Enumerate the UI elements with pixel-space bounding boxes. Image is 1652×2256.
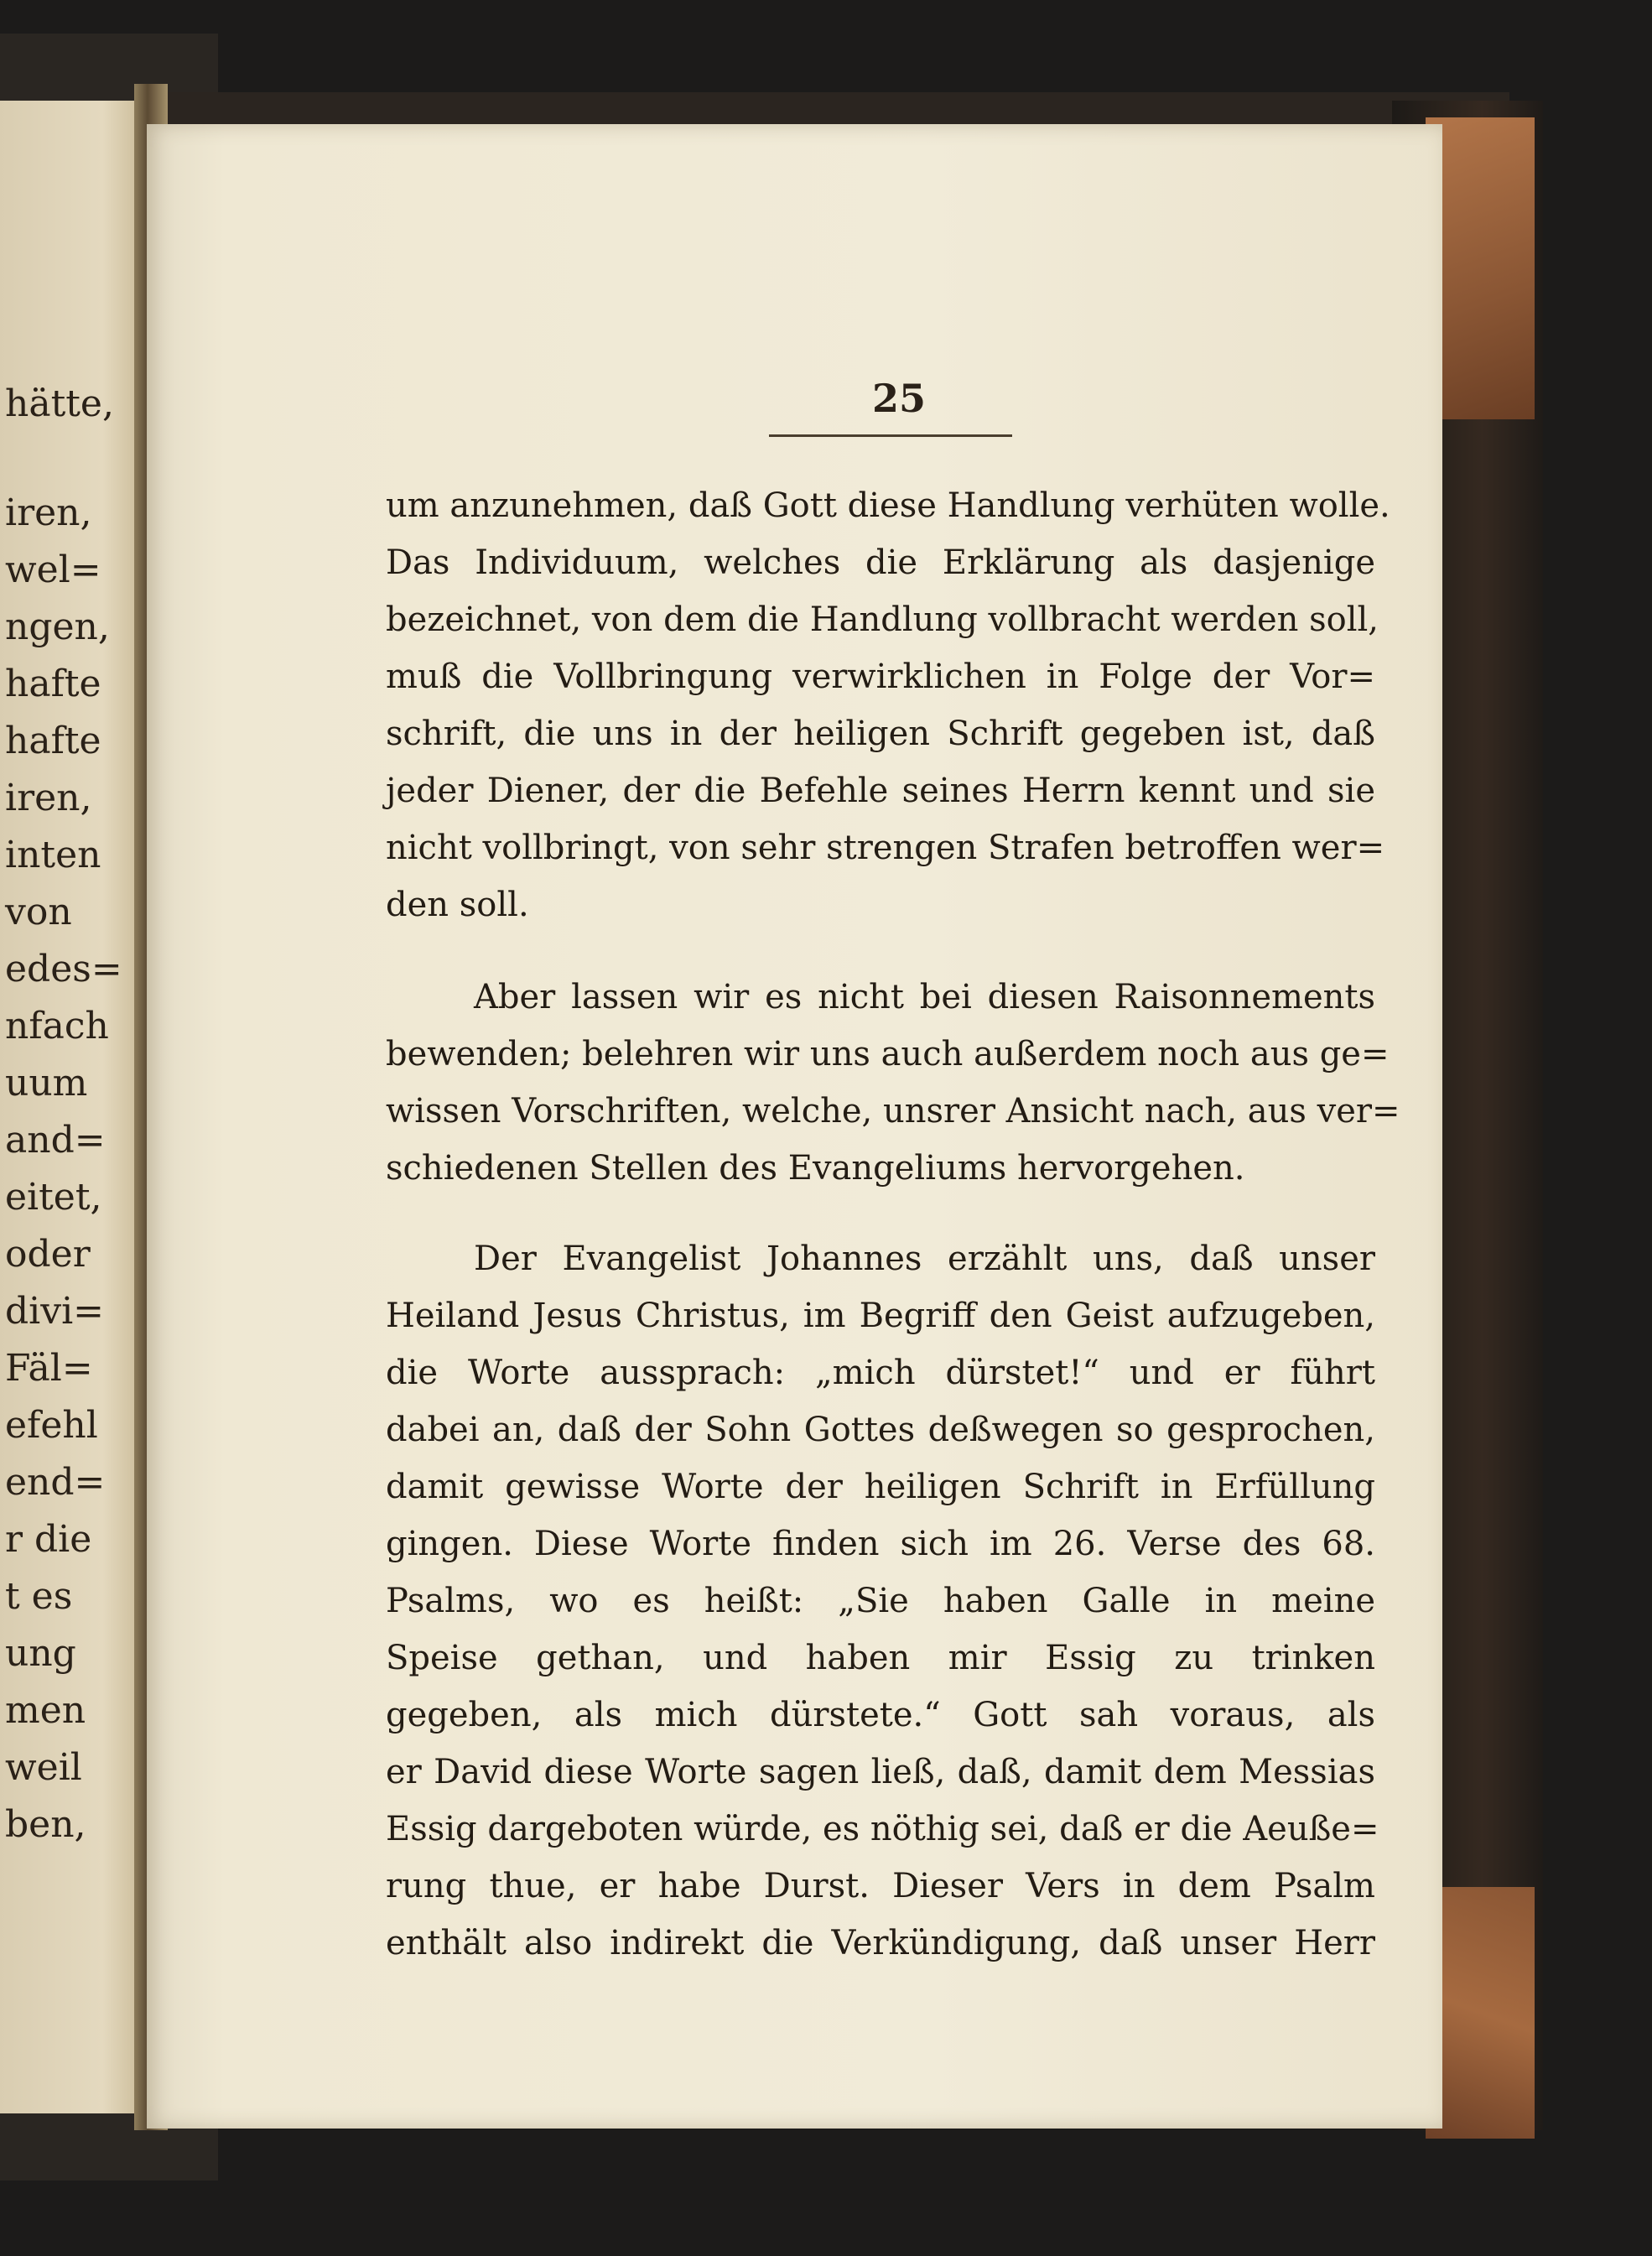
- left-page-fragment: eitet,: [5, 1176, 102, 1219]
- left-page-fragment: ngen,: [5, 606, 110, 648]
- left-page-fragment: inten: [5, 834, 101, 876]
- text-line: Aber lassen wir es nicht bei diesen Raisonnements: [474, 978, 1375, 1016]
- left-page-fragment: edes=: [5, 948, 122, 990]
- left-page-fragment: von: [5, 891, 72, 933]
- left-page-fragment: men: [5, 1689, 86, 1732]
- text-line: damit gewisse Worte der heiligen Schrift in Erfüllung: [386, 1468, 1375, 1506]
- left-page-fragment: efehl: [5, 1404, 98, 1447]
- text-line: den soll.: [386, 886, 529, 924]
- left-page-fragment: hafte: [5, 663, 101, 705]
- left-page-fragment: weil: [5, 1746, 82, 1789]
- left-page-fragment: end=: [5, 1461, 106, 1504]
- top-board-edge: [134, 92, 1509, 126]
- page-number: 25: [872, 376, 927, 421]
- text-line: muß die Vollbringung verwirklichen in Folge der Vor=: [386, 658, 1375, 696]
- text-line: Das Individuum, welches die Erklärung als dasjenige: [386, 543, 1375, 582]
- text-line: Essig dargeboten würde, es nöthig sei, daß er die Aeuße=: [386, 1810, 1379, 1848]
- text-line: schrift, die uns in der heiligen Schrift gegeben ist, daß: [386, 715, 1375, 753]
- text-line: bezeichnet, von dem die Handlung vollbracht werden soll,: [386, 600, 1379, 639]
- left-page-fragment: Fäl=: [5, 1347, 93, 1390]
- text-line: die Worte aussprach: „mich dürstet!“ und er führt: [386, 1354, 1375, 1392]
- text-line: Psalms, wo es heißt: „Sie haben Galle in meine: [386, 1582, 1375, 1620]
- text-line: gingen. Diese Worte finden sich im 26. Verse des 68.: [386, 1525, 1375, 1563]
- text-line: schiedenen Stellen des Evangeliums hervorgehen.: [386, 1149, 1245, 1188]
- text-line: bewenden; belehren wir uns auch außerdem noch aus ge=: [386, 1035, 1390, 1073]
- left-page-fragment: r die: [5, 1518, 92, 1561]
- text-line: enthält also indirekt die Verkündigung, daß unser Herr: [386, 1924, 1375, 1962]
- left-page-fragment: ung: [5, 1632, 76, 1675]
- text-line: er David diese Worte sagen ließ, daß, damit dem Messias: [386, 1753, 1375, 1791]
- left-page-fragment: t es: [5, 1575, 73, 1618]
- text-line: um anzunehmen, daß Gott diese Handlung verhüten wolle.: [386, 486, 1390, 525]
- left-page-fragment: hafte: [5, 720, 101, 762]
- left-page-fragment: nfach: [5, 1005, 109, 1047]
- left-page-fragment: oder: [5, 1233, 91, 1276]
- left-page-fragment: wel=: [5, 548, 101, 591]
- text-line: wissen Vorschriften, welche, unsrer Ansicht nach, aus ver=: [386, 1092, 1400, 1131]
- text-line: rung thue, er habe Durst. Dieser Vers in dem Psalm: [386, 1867, 1375, 1905]
- text-line: gegeben, als mich dürstete.“ Gott sah voraus, als: [386, 1696, 1375, 1734]
- right-page: [147, 124, 1442, 2129]
- left-page-edge: [0, 101, 147, 2113]
- left-page-fragment: divi=: [5, 1290, 105, 1333]
- left-page-fragment: iren,: [5, 777, 92, 819]
- left-page-fragment: uum: [5, 1062, 88, 1105]
- text-line: Heiland Jesus Christus, im Begriff den Geist aufzugeben,: [386, 1297, 1375, 1335]
- text-line: Speise gethan, und haben mir Essig zu trinken: [386, 1639, 1375, 1677]
- header-rule: [769, 434, 1012, 437]
- text-line: dabei an, daß der Sohn Gottes deßwegen so gesprochen,: [386, 1411, 1375, 1449]
- left-page-fragment: hätte,: [5, 382, 114, 425]
- left-page-fragment: and=: [5, 1119, 106, 1162]
- text-line: Der Evangelist Johannes erzählt uns, daß unser: [474, 1240, 1375, 1278]
- left-page-fragment: iren,: [5, 491, 92, 534]
- text-line: jeder Diener, der die Befehle seines Herrn kennt und sie: [386, 772, 1375, 810]
- text-line: nicht vollbringt, von sehr strengen Strafen betroffen wer=: [386, 829, 1385, 867]
- left-page-fragment: ben,: [5, 1803, 86, 1846]
